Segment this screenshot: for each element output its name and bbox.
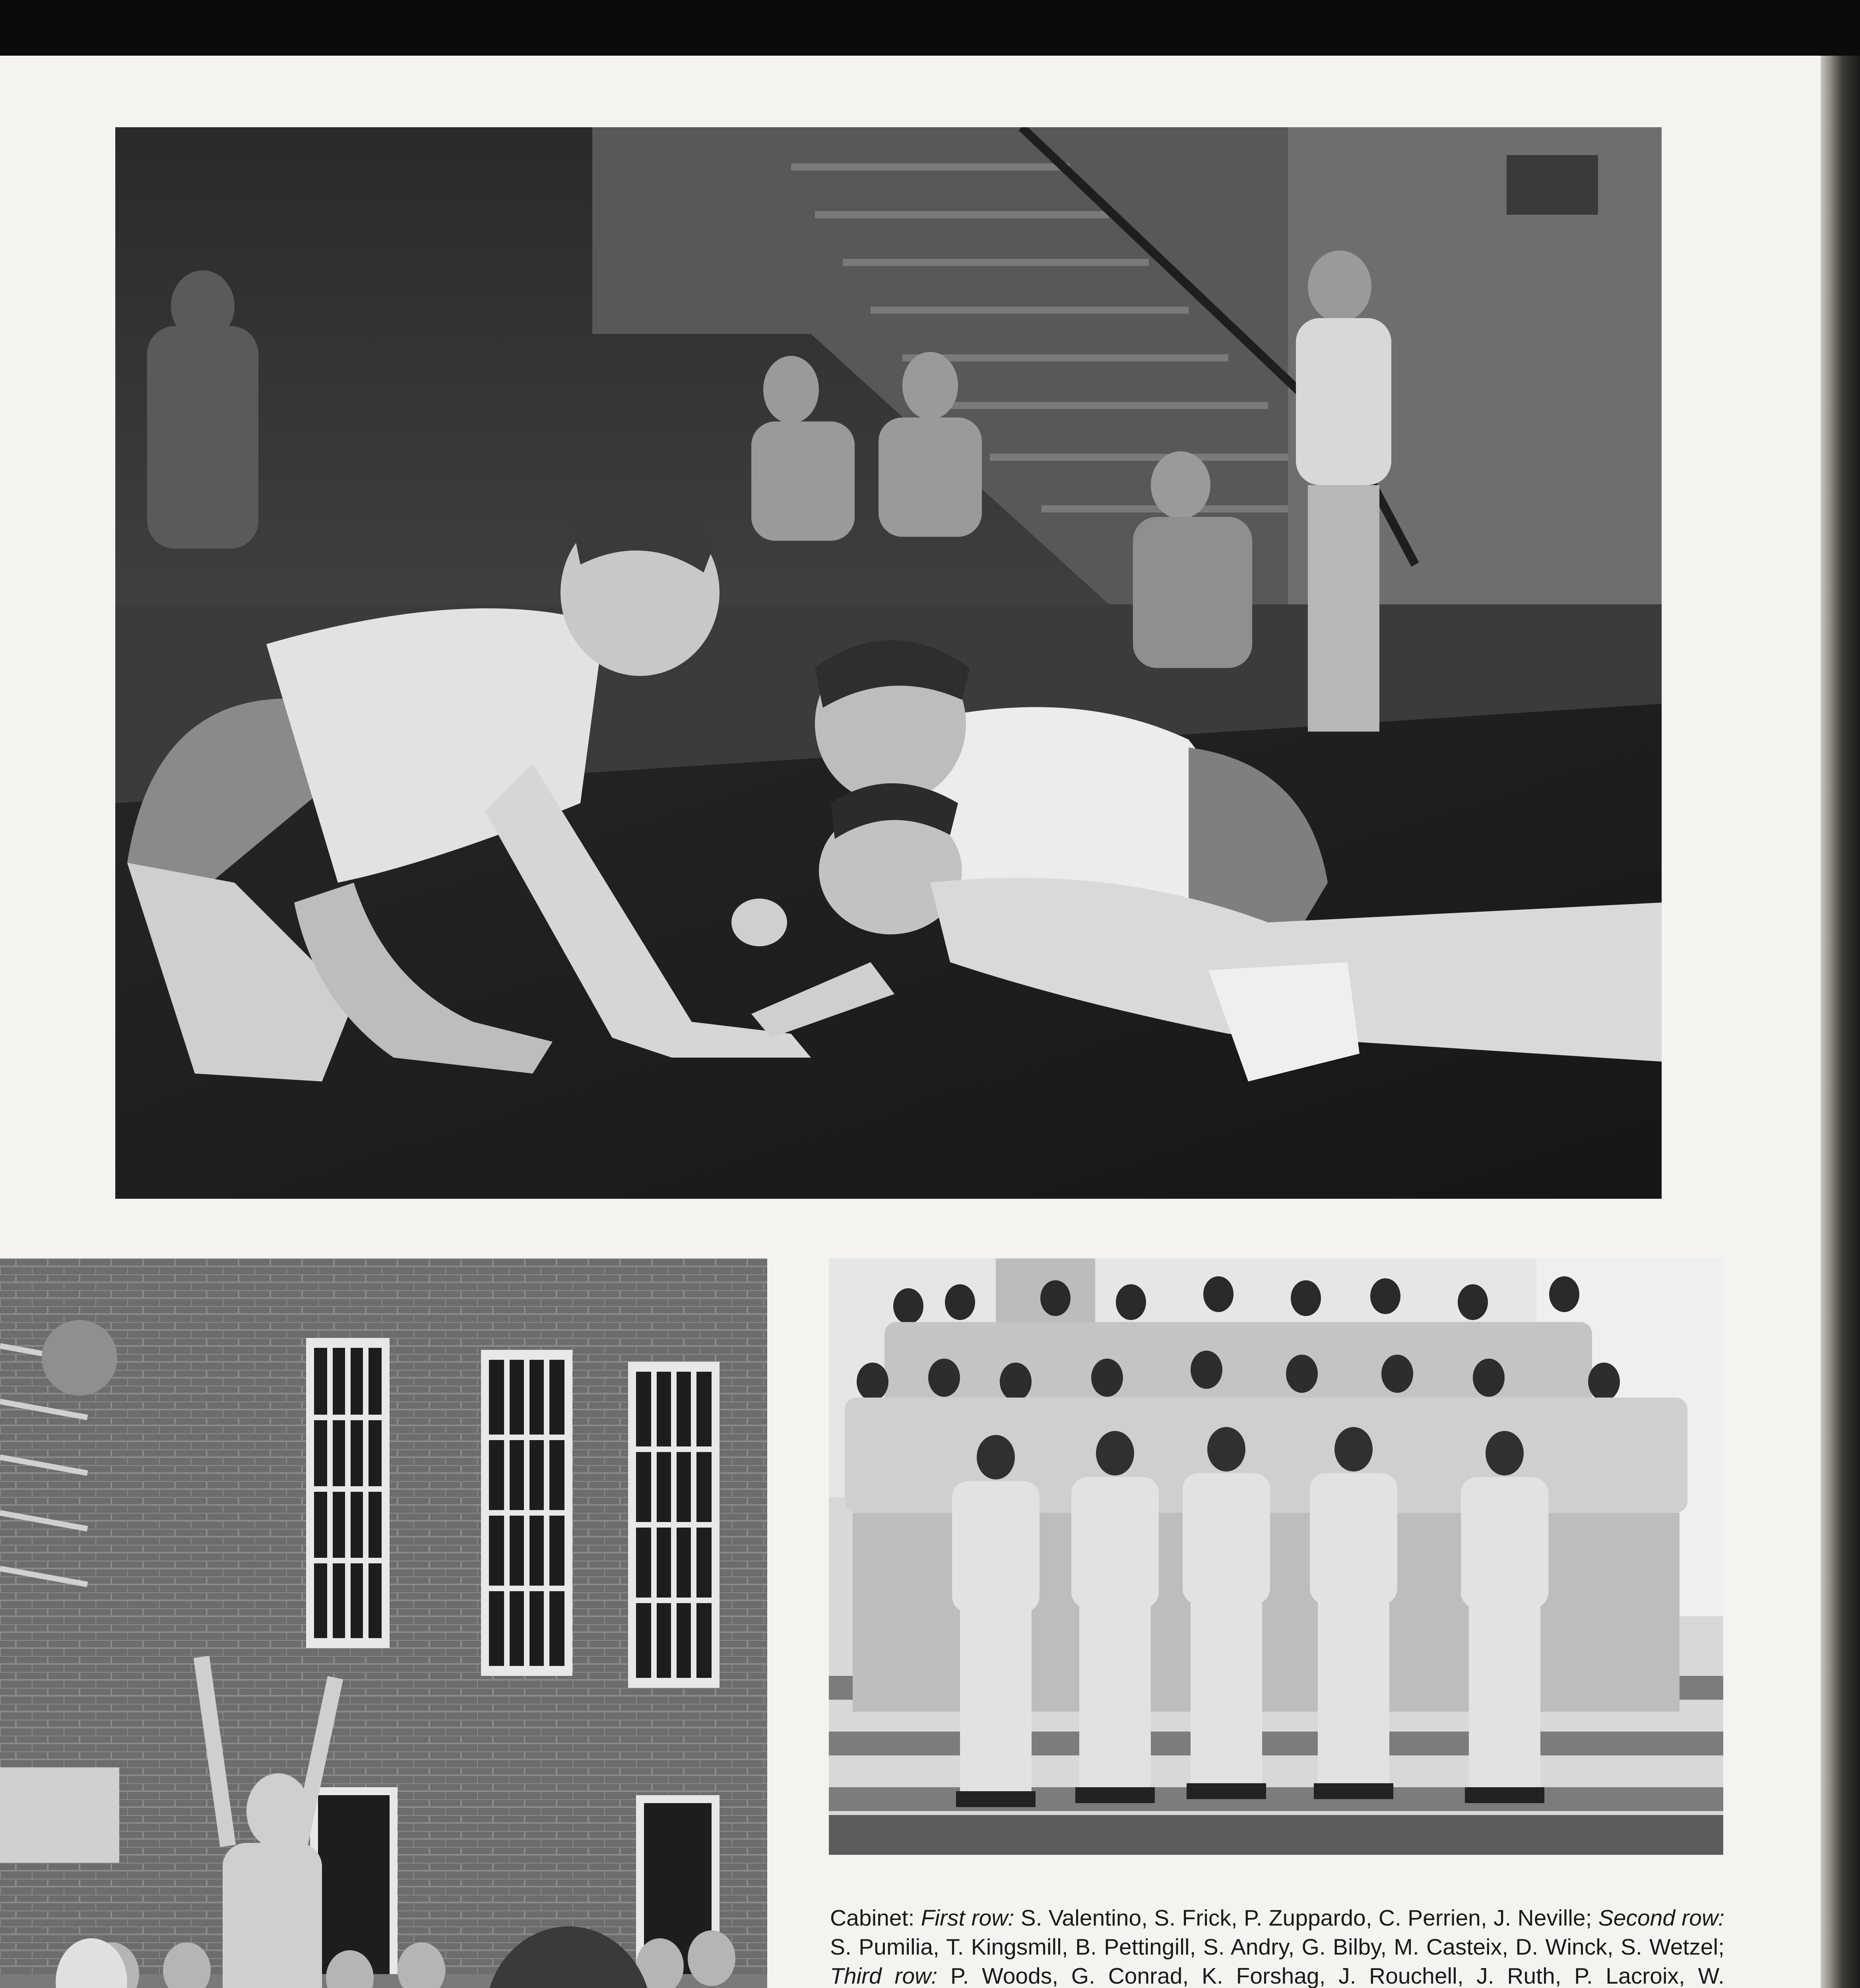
caption-third-row-label: Third row: [830, 1963, 938, 1988]
cabinet-caption [830, 1904, 1724, 1988]
book-spine-shadow [1821, 56, 1860, 1988]
caption-second-row-names: S. Pumilia, T. Kingsmill, B. Pettingill, S. Andry, G. Bilby, M. Casteix, D. Winck, S. Wetzel; [830, 1934, 1724, 1960]
caption-first-row-label: First row: [921, 1905, 1014, 1931]
ball-game-photo [0, 1258, 767, 1988]
caption-third-row-names: P. Woods, G. Conrad, K. Forshag, J. Rouchell, J. Ruth, P. Lacroix, W. [950, 1963, 1724, 1988]
caption-lead: Cabinet: [830, 1905, 921, 1931]
cabinet-group-photo [829, 1258, 1723, 1855]
caption-second-row-label: Second row: [1598, 1905, 1724, 1931]
caption-first-row-names: S. Valentino, S. Frick, P. Zuppardo, C. Perrien, J. Neville; [1014, 1905, 1598, 1931]
wrestling-photo [115, 127, 1662, 1199]
ball-game-photo-image [0, 1258, 767, 1988]
wrestling-photo-image [115, 127, 1662, 1199]
scan-top-border [0, 0, 1860, 56]
cabinet-group-photo-image [829, 1258, 1723, 1855]
